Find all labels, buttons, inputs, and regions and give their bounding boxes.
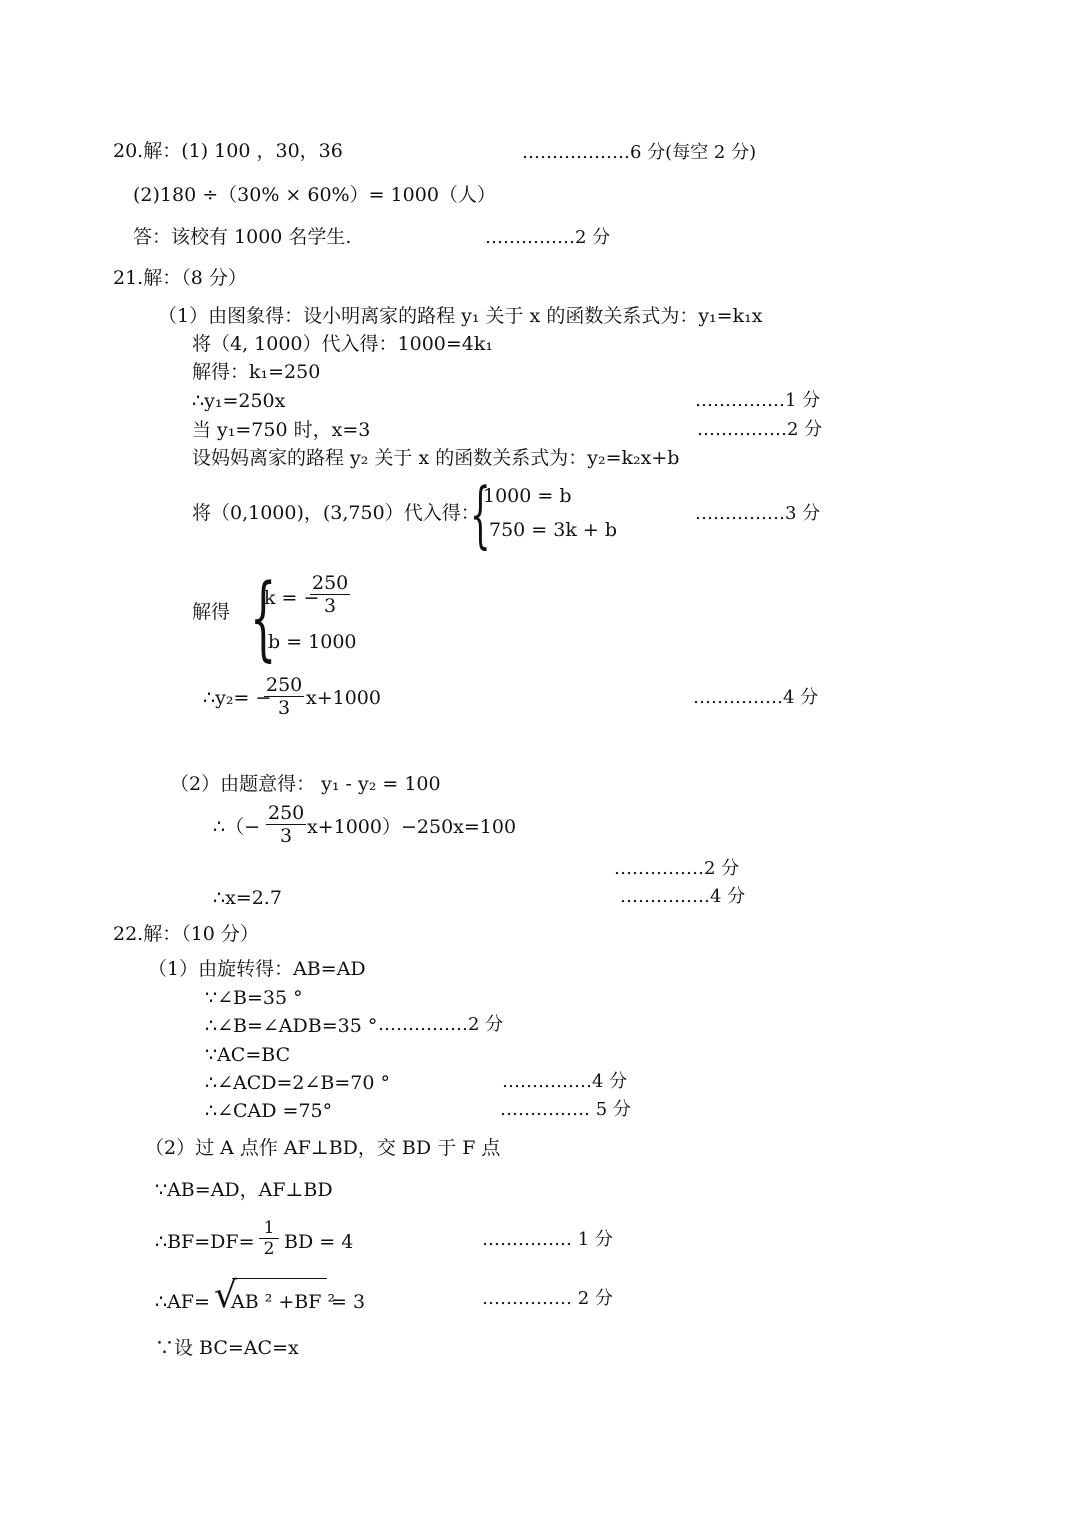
system-brace-2: { — [250, 564, 277, 671]
q21-part1-setup: （1）由图象得：设小明离家的路程 y₁ 关于 x 的函数关系式为：y₁=k₁x — [158, 305, 763, 327]
q21-score-2: ……………2 分 — [697, 419, 823, 440]
q21-y2-tail: x+1000 — [306, 687, 381, 709]
q22-angle-adb: ∴∠B=∠ADB=35 ° — [205, 1015, 378, 1037]
q21-score-4: ……………4 分 — [693, 687, 819, 708]
q21-eq3-fraction — [266, 802, 306, 847]
q21-b-value: b = 1000 — [268, 631, 357, 653]
q21-score-5: ……………2 分 — [614, 858, 740, 879]
q20-heading: 20.解：(1) 100 ，30，36 — [113, 140, 343, 162]
q21-jiede-label: 解得 — [192, 601, 231, 623]
q21-y2-fraction — [264, 674, 304, 719]
q21-k-fraction — [310, 572, 350, 617]
q20-answer: 答：该校有 1000 名学生. — [133, 226, 352, 248]
q21-eq3-denominator: 3 — [279, 825, 293, 847]
q22-ac-bc: ∵AC=BC — [205, 1044, 291, 1066]
q22-score-3: …………… 5 分 — [500, 1099, 631, 1120]
q21-when-y1: 当 y₁=750 时，x=3 — [192, 419, 371, 441]
q22-angle-acd: ∴∠ACD=2∠B=70 ° — [205, 1072, 391, 1094]
sqrt-symbol: √ — [214, 1275, 237, 1316]
q22-score-5: …………… 2 分 — [482, 1288, 613, 1309]
q21-system-eq1: 1000 = b — [483, 485, 572, 507]
q20-score-1: ………………6 分(每空 2 分) — [522, 142, 757, 163]
q21-score-3: ……………3 分 — [695, 503, 821, 524]
q22-ab-ad: ∵AB=AD，AF⊥BD — [155, 1179, 333, 1201]
q21-x-result: ∴x=2.7 — [213, 887, 282, 909]
q21-part2: （2）由题意得： y₁ - y₂ = 100 — [170, 773, 441, 795]
q22-bf-tail: BD = 4 — [284, 1231, 354, 1253]
q22-af-head: ∴AF= — [155, 1291, 210, 1313]
q22-score-2: ……………4 分 — [502, 1071, 628, 1092]
q21-eq3-numerator: 250 — [268, 802, 305, 824]
q22-bf-numerator: 1 — [259, 1218, 279, 1239]
q21-y1-result: ∴y₁=250x — [192, 390, 286, 412]
q21-y2-denominator: 3 — [277, 697, 291, 719]
q22-part2: （2）过 A 点作 AF⊥BD，交 BD 于 F 点 — [145, 1137, 501, 1159]
q22-bf-denominator: 2 — [263, 1239, 275, 1259]
q22-heading: 22.解：（10 分） — [113, 923, 259, 945]
q20-calculation: (2)180 ÷（30% × 60%）= 1000（人） — [133, 184, 496, 206]
q21-eq3-tail: x+1000）−250x=100 — [307, 816, 517, 838]
q22-let-bc: ∵设 BC=AC=x — [155, 1337, 299, 1359]
q21-solve-k1: 解得：k₁=250 — [192, 361, 321, 383]
q21-y2-numerator: 250 — [266, 674, 303, 696]
q21-eq3-head: ∴（− — [213, 816, 261, 838]
q21-k-label: k = − — [264, 587, 320, 609]
q22-bf-head: ∴BF=DF= — [155, 1231, 255, 1253]
q22-score-1: ……………2 分 — [378, 1014, 504, 1035]
system-brace-1: { — [470, 472, 491, 556]
q21-heading: 21.解：（8 分） — [113, 267, 247, 289]
q21-k-denominator: 3 — [323, 595, 337, 617]
q22-angle-b: ∵∠B=35 ° — [205, 987, 303, 1009]
q21-mom-setup: 设妈妈离家的路程 y₂ 关于 x 的函数关系式为：y₂=k₂x+b — [192, 447, 680, 469]
q21-system-eq2: 750 = 3k + b — [489, 519, 618, 541]
q21-k-numerator: 250 — [312, 572, 349, 594]
q22-af-tail: = 3 — [331, 1291, 366, 1313]
q20-score-2: ……………2 分 — [485, 227, 611, 248]
q22-angle-cad: ∴∠CAD =75° — [205, 1100, 333, 1122]
q21-substitute: 将（4, 1000）代入得：1000=4k₁ — [192, 333, 494, 355]
q21-y2-head: ∴y₂= − — [203, 687, 272, 709]
q22-bf-fraction — [259, 1218, 279, 1259]
q21-substitute-2: 将（0,1000)，(3,750）代入得： — [192, 502, 480, 524]
q22-score-4: …………… 1 分 — [482, 1229, 613, 1250]
sqrt-bar — [232, 1278, 327, 1279]
q21-score-1: ……………1 分 — [695, 390, 821, 411]
q21-score-6: ……………4 分 — [620, 886, 746, 907]
q22-af-radicand: AB ² +BF ² — [231, 1291, 336, 1313]
q22-part1: （1）由旋转得：AB=AD — [148, 958, 366, 980]
